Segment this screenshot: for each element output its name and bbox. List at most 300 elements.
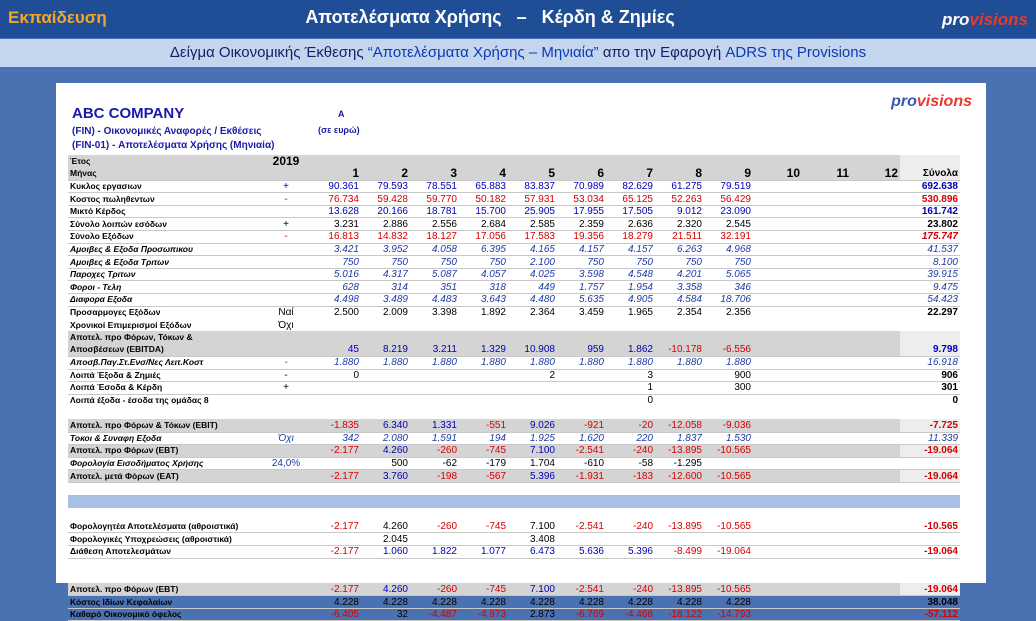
cell-month-6 [557,319,606,332]
cell-month-9: 5.065 [704,268,753,281]
cell-month-4: 65.883 [459,180,508,193]
cell-month-6 [557,394,606,407]
cell-month-8: -18.122 [655,608,704,621]
cell-month-1: -2.177 [312,545,361,558]
cell-month-12 [851,193,900,206]
table-row [68,545,960,558]
cell-month-2 [361,482,410,495]
row-sign [260,533,312,546]
cell-month-11 [802,319,851,332]
cell-month-7: -4.468 [606,608,655,621]
cell-month-1 [312,457,361,470]
cell-month-3 [410,482,459,495]
cell-month-8: 1.837 [655,432,704,445]
cell-month-10 [753,268,802,281]
cell-month-4: 4.228 [459,596,508,609]
cell-total: -19.064 [900,545,960,558]
cell-month-12 [851,495,900,508]
cell-month-11 [802,369,851,382]
cell-month-3: -260 [410,445,459,458]
sheet-logo [891,93,972,111]
cell-month-10 [753,306,802,319]
cell-month-2: 2.080 [361,432,410,445]
cell-month-11 [802,457,851,470]
cell-month-1 [312,482,361,495]
cell-month-4 [459,571,508,584]
cell-month-7: -240 [606,583,655,596]
cell-month-5: 83.837 [508,180,557,193]
cell-month-10 [753,608,802,621]
cell-month-8 [655,394,704,407]
row-sign: - [260,369,312,382]
cell-total: 906 [900,369,960,382]
cell-month-2 [361,407,410,420]
table-row [68,319,960,332]
cell-total: 16.918 [900,357,960,370]
cell-month-5: 5.396 [508,470,557,483]
cell-month-5: 4.480 [508,294,557,307]
cell-month-5: 2 [508,369,557,382]
cell-month-2 [361,382,410,395]
row-label [68,558,260,571]
cell-month-7 [606,407,655,420]
cell-month-11 [802,419,851,432]
row-sign [260,495,312,508]
logo-part-a: pro [942,10,970,29]
cell-month-12 [851,243,900,256]
cell-month-12 [851,583,900,596]
cell-month-9 [704,558,753,571]
cell-month-4: 1.329 [459,344,508,357]
cell-month-2: 3.952 [361,243,410,256]
cell-month-8: 52.263 [655,193,704,206]
cell-month-8: 21.511 [655,231,704,244]
cell-month-12 [851,457,900,470]
cell-month-4: 3.643 [459,294,508,307]
cell-month-9: 2.356 [725,307,751,319]
row-sign [260,558,312,571]
row-label: Κυκλος εργασιων [68,180,260,193]
table-row [68,608,960,621]
cell-month-7: -20 [606,419,655,432]
cell-month-6 [557,407,606,420]
cell-month-1 [312,571,361,584]
cell-month-1: 76.734 [312,193,361,206]
cell-month-1 [312,331,361,344]
cell-total: 692.638 [900,180,960,193]
cell-total: -57.112 [900,608,960,621]
section-label: Εκπαίδευση [8,8,107,27]
cell-month-2 [361,331,410,344]
cell-month-2: 32 [361,608,410,621]
cell-month-5: 2.873 [508,608,557,621]
cell-month-8: -12.600 [655,470,704,483]
year-label: Έτος [68,155,260,168]
cell-month-11 [802,218,851,231]
cell-month-3: -4.487 [410,608,459,621]
cell-month-8 [655,382,704,395]
cell-month-6 [557,533,606,546]
cell-month-11 [802,571,851,584]
cell-month-6 [557,382,606,395]
table-row [68,432,960,445]
row-label: Λοιπά Έξοδα & Ζημιές [68,369,260,382]
cell-month-9 [704,482,753,495]
cell-month-5: 6.473 [508,545,557,558]
table-row [68,394,960,407]
cell-month-6: 3.459 [578,307,604,319]
table-row [68,369,960,382]
cell-month-5: 7.100 [508,445,557,458]
row-sign [260,256,312,269]
cell-month-1: 0 [312,369,361,382]
month-label: Μήνας [68,168,260,181]
cell-month-8 [655,482,704,495]
cell-month-11 [802,520,851,533]
cell-month-12 [851,256,900,269]
cell-month-3 [410,407,459,420]
cell-month-7: 17.505 [606,205,655,218]
cell-month-12 [851,205,900,218]
cell-month-3: 351 [410,281,459,294]
cell-month-1: -2.177 [312,445,361,458]
row-sign [260,243,312,256]
cell-month-10 [753,508,802,521]
cell-month-3 [410,369,459,382]
cell-month-11 [802,193,851,206]
row-sign: - [260,193,312,206]
cell-month-7 [606,319,655,332]
cell-month-9: -9.036 [704,419,753,432]
cell-month-7: -240 [606,520,655,533]
cell-month-5 [508,382,557,395]
cell-month-9: -10.565 [704,470,753,483]
company-name: ABC COMPANY [72,105,185,122]
cell-month-12 [851,508,900,521]
cell-month-4: -745 [459,445,508,458]
row-label: Προσαρμογες Εξόδων [70,307,161,318]
cell-month-3: 59.770 [410,193,459,206]
cell-month-11 [802,243,851,256]
cell-month-3: 2.556 [410,218,459,231]
cell-month-6: 3.598 [557,268,606,281]
cell-month-3 [410,558,459,571]
cell-month-10 [753,193,802,206]
cell-month-10 [753,445,802,458]
cell-month-2: 4.228 [361,596,410,609]
cell-month-10 [753,218,802,231]
cell-month-8: 750 [655,256,704,269]
cell-month-1: 13.628 [312,205,361,218]
cell-month-12 [851,520,900,533]
cell-month-8: 2.354 [676,307,702,319]
cell-month-4: 4.057 [459,268,508,281]
total-header: Σύνολα [900,168,960,181]
cell-month-9: -10.565 [704,520,753,533]
cell-month-4: 1.892 [480,307,506,319]
cell-total [900,571,960,584]
cell-month-11 [802,306,851,319]
cell-month-6: 4.228 [557,596,606,609]
cell-month-5: 4.165 [508,243,557,256]
cell-month-4 [459,508,508,521]
cell-month-10 [753,281,802,294]
cell-total [900,508,960,521]
row-label: Μικτό Κέρδος [68,205,260,218]
cell-month-6: -2.541 [557,583,606,596]
cell-month-7: 5.396 [606,545,655,558]
cell-month-8 [655,508,704,521]
cell-month-7: 18.279 [606,231,655,244]
cell-month-2: 4.260 [361,520,410,533]
month-header: 9 [704,168,753,181]
cell-month-4: 6.395 [459,243,508,256]
cell-month-12 [851,558,900,571]
cell-month-6: -6.769 [557,608,606,621]
cell-month-6: 5.636 [557,545,606,558]
cell-month-11 [802,331,851,344]
table-row [68,180,960,193]
cell-month-9: -10.565 [704,445,753,458]
cell-total: 54.423 [900,294,960,307]
cell-month-9: 18.706 [704,294,753,307]
cell-total [900,407,960,420]
cell-month-7 [606,508,655,521]
cell-month-3: 18.781 [410,205,459,218]
cell-month-4 [459,394,508,407]
row-label: Αμοιβες & Εξοδα Προσωπικου [68,243,260,256]
cell-month-2 [361,495,410,508]
cell-month-5: 1.925 [508,432,557,445]
cell-month-3 [410,382,459,395]
cell-month-12 [851,369,900,382]
table-row [68,407,960,420]
table-row [68,382,960,395]
month-header: 4 [459,168,508,181]
row-sign: Όχι [278,319,294,331]
cell-total: 175.747 [900,231,960,244]
subtitle-part-b: “Αποτελέσματα Χρήσης – Μηνιαία” [367,44,599,61]
cell-month-12 [851,319,900,332]
cell-month-12 [851,394,900,407]
month-header: 7 [606,168,655,181]
cell-month-5 [508,319,557,332]
cell-month-5 [508,571,557,584]
cell-month-9 [704,533,753,546]
cell-total [900,319,960,332]
cell-month-3: 5.087 [410,268,459,281]
cell-total [900,533,960,546]
cell-month-4 [459,533,508,546]
cell-month-12 [851,268,900,281]
cell-month-12 [851,306,900,319]
row-sign [260,470,312,483]
cell-month-11 [802,344,851,357]
cell-month-3 [410,495,459,508]
table-row [68,558,960,571]
row-label [68,508,260,521]
cell-month-10 [753,231,802,244]
cell-month-3: 1.591 [410,432,459,445]
table-row [68,268,960,281]
cell-month-7: 4.157 [606,243,655,256]
cell-month-11 [802,294,851,307]
cell-month-12 [851,180,900,193]
currency-unit: (σε ευρώ) [318,125,360,135]
cell-month-9: 4.968 [704,243,753,256]
cell-month-5: 2.364 [529,307,555,319]
cell-month-9 [704,571,753,584]
table-row [68,445,960,458]
cell-month-3: 3.398 [431,307,457,319]
cell-month-9 [704,457,753,470]
cell-month-10 [753,596,802,609]
row-label: Αποτελ. προ Φόρων & Τόκων (EBIT) [68,419,260,432]
cell-month-11 [802,545,851,558]
cell-month-12 [851,596,900,609]
cell-month-4 [459,319,508,332]
cell-month-2: 1.060 [361,545,410,558]
subtitle-part-a: Δείγμα Οικονομικής Έκθεσης [169,44,368,61]
cell-month-10 [753,319,802,332]
table-row [68,205,960,218]
cell-month-5: 57.931 [508,193,557,206]
cell-month-10 [753,520,802,533]
cell-month-7 [606,533,655,546]
cell-month-9 [704,407,753,420]
month-header-row [68,168,960,181]
cell-month-7: 3 [606,369,655,382]
row-sign [260,407,312,420]
cell-month-3 [410,533,459,546]
cell-month-10 [753,382,802,395]
month-header: 3 [410,168,459,181]
cell-month-3 [410,394,459,407]
cell-month-10 [753,256,802,269]
row-sign [260,482,312,495]
cell-month-7: 1 [606,382,655,395]
cell-month-11 [802,608,851,621]
cell-total: -7.725 [900,419,960,432]
cell-month-8: 1.880 [655,357,704,370]
cell-month-10 [753,243,802,256]
sheet-logo-b: visions [916,93,972,110]
row-sign [260,608,312,621]
cell-month-6: -610 [557,457,606,470]
cell-month-1: 45 [312,344,361,357]
cell-month-11 [802,596,851,609]
cell-month-12 [851,470,900,483]
cell-month-6: 2.359 [557,218,606,231]
cell-month-1: 342 [312,432,361,445]
cell-total: 41.537 [900,243,960,256]
cell-month-12 [851,571,900,584]
row-label: Αποτελ. μετά Φόρων (EAT) [68,470,260,483]
table-row [68,306,960,319]
table-row [68,243,960,256]
row-label [68,571,260,584]
cell-month-9 [704,319,753,332]
cell-month-8 [655,571,704,584]
cell-month-2: 2.009 [382,307,408,319]
cell-total: 11.339 [900,432,960,445]
cell-total [900,558,960,571]
cell-month-2: 4.317 [361,268,410,281]
cell-month-4: 2.684 [459,218,508,231]
cell-month-12 [851,344,900,357]
month-header: 5 [508,168,557,181]
table-row [68,344,960,357]
row-sign [260,520,312,533]
row-label: Αμοιβες & Εξοδα Τριτων [68,256,260,269]
cell-month-7: -183 [606,470,655,483]
cell-month-10 [753,331,802,344]
cell-month-1: 5.016 [312,268,361,281]
cell-month-1 [312,495,361,508]
row-label: Κόστος Ιδίων Κεφαλαίων [68,596,260,609]
row-label: Φορολογία Εισοδήματος Χρήσης [68,457,260,470]
cell-month-2: 59.428 [361,193,410,206]
cell-month-3: -260 [410,583,459,596]
row-sign: - [260,357,312,370]
row-sign: + [260,218,312,231]
cell-month-10 [753,432,802,445]
cell-month-8 [655,558,704,571]
month-header: 8 [655,168,704,181]
cell-month-8 [655,319,704,332]
cell-month-6 [557,331,606,344]
cell-month-4: 194 [459,432,508,445]
cell-month-12 [851,281,900,294]
table-row [68,482,960,495]
cell-month-3: 4.228 [410,596,459,609]
cell-month-1: 2.500 [333,307,359,319]
cell-month-2: 2.886 [361,218,410,231]
cell-month-1 [312,407,361,420]
cell-month-5: 1.704 [508,457,557,470]
cell-month-9: 300 [704,382,753,395]
table-row [68,193,960,206]
cell-month-5 [508,482,557,495]
cell-month-11 [802,495,851,508]
cell-month-9: -19.064 [704,545,753,558]
cell-month-2: 6.340 [361,419,410,432]
cell-month-10 [753,419,802,432]
cell-month-12 [851,545,900,558]
cell-month-3 [410,571,459,584]
cell-month-9: 79.519 [704,180,753,193]
cell-month-1: 4.228 [312,596,361,609]
cell-month-6: 4.157 [557,243,606,256]
cell-month-7 [606,331,655,344]
cell-total: -10.565 [900,520,960,533]
row-label [68,482,260,495]
report-sheet [56,83,986,621]
cell-month-11 [802,205,851,218]
cell-month-2: 314 [361,281,410,294]
cell-month-6: 19.356 [557,231,606,244]
cell-month-6 [557,495,606,508]
cell-month-5 [508,331,557,344]
cell-month-7: 4.548 [606,268,655,281]
report-category: (FIN) - Οικονομικές Αναφορές / Εκθέσεις [72,126,262,137]
cell-month-4: 750 [459,256,508,269]
report-name: (FIN-01) - Αποτελέσματα Χρήσης (Μηνιαία) [72,140,275,151]
row-sign [260,205,312,218]
cell-month-4: 1.880 [459,357,508,370]
cell-month-10 [753,470,802,483]
cell-month-12 [851,419,900,432]
